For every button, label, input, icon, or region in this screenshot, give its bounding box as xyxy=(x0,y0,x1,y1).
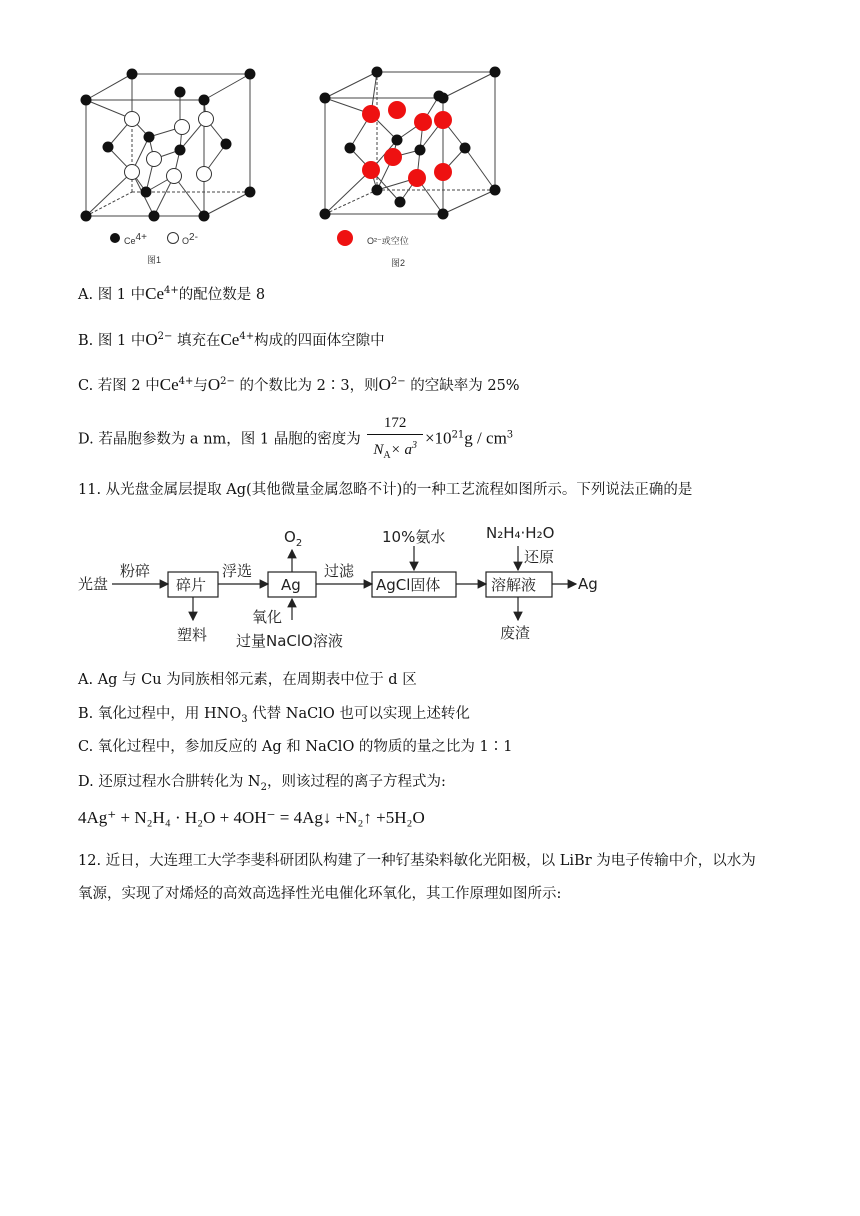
flow-reduce: 还原 xyxy=(524,548,555,566)
q11-option-c: C. 氧化过程中，参加反应的 Ag 和 NaClO 的物质的量之比为 1∶1 xyxy=(78,739,513,755)
flow-box-agcl: AgCl固体 xyxy=(376,576,441,594)
flow-waste: 废渣 xyxy=(500,624,531,642)
q11-option-b: B. 氧化过程中，用 $HNO_3$ 代替 NaClO 也可以实现上述转化 xyxy=(78,706,470,725)
flow-reagent-naclo: 过量NaClO溶液 xyxy=(236,632,343,650)
q11-option-a: A. Ag 与 Cu 为同族相邻元素，在周期表中位于 d 区 xyxy=(78,672,417,688)
legend-o: $O^{2-}$ xyxy=(182,232,198,246)
flow-step-flotation: 浮选 xyxy=(222,562,253,580)
q12-line-1: 12. 近日，大连理工大学李斐科研团队构建了一种钌基染料敏化光阳极，以 LiBr 为电子传输中介，以水为 xyxy=(78,853,756,869)
flow-step-crush: 粉碎 xyxy=(120,562,151,580)
q11-stem: 11. 从光盘金属层提取 Ag(其他微量金属忽略不计)的一种工艺流程如图所示。下列说法正确的是 xyxy=(78,482,693,498)
flow-box-solution: 溶解液 xyxy=(491,576,537,594)
q11-option-d: D. 还原过程水合肼转化为 $N_2$，则该过程的离子方程式为: xyxy=(78,774,446,793)
q10-option-c: C. 若图 2 中$Ce^{4+}$与$O^{2-}$ 的个数比为 2∶3，则$O^{2-}$ 的空缺率为 25% xyxy=(78,374,520,394)
flow-ammonia: 10%氨水 xyxy=(382,528,446,546)
q11-flow-diagram xyxy=(76,520,616,650)
flow-gas-o2: $O_2$ xyxy=(284,528,303,549)
q10-option-d: D. 若晶胞参数为 a nm，图 1 晶胞的密度为 $\frac{172}{N_A\times a^3}$ $\times 10^{21}g / cm^3$ xyxy=(78,412,513,467)
figure-2-crystal-cell xyxy=(315,62,515,262)
flow-oxidation: 氧化 xyxy=(252,608,283,626)
legend-o-or-vacancy: O²⁻或空位 xyxy=(367,236,409,246)
figure-2-caption: 图2 xyxy=(391,258,406,268)
legend-ce: $Ce^{4+}$ xyxy=(124,232,147,246)
flow-hydrazine: N₂H₄·H₂O xyxy=(486,524,555,542)
q12-line-2: 氧源，实现了对烯烃的高效高选择性光电催化环氧化，其工作原理如图所示: xyxy=(78,886,562,902)
figure-1-caption: 图1 xyxy=(147,255,162,265)
flow-out-plastic: 塑料 xyxy=(177,626,208,644)
flow-step-filter: 过滤 xyxy=(324,562,355,580)
q10-option-b: B. 图 1 中$O^{2-}$ 填充在$Ce^{4+}$构成的四面体空隙中 xyxy=(78,329,385,349)
flow-start: 光盘 xyxy=(78,575,109,593)
q10-option-a: A. 图 1 中$Ce^{4+}$的配位数是 8 xyxy=(78,283,266,303)
figure-1-crystal-cell xyxy=(70,62,270,272)
flow-product-ag: Ag xyxy=(578,575,598,593)
flow-box-fragments: 碎片 xyxy=(176,576,207,594)
q11-equation: 4Ag⁺ + N₂H₄ · H₂O + 4OH⁻ = 4Ag↓ +N₂↑ +5H₂O xyxy=(78,808,425,827)
density-fraction: $\frac{172}{N_A\times a^3}$ xyxy=(367,412,423,467)
flow-box-ag: Ag xyxy=(281,576,301,594)
